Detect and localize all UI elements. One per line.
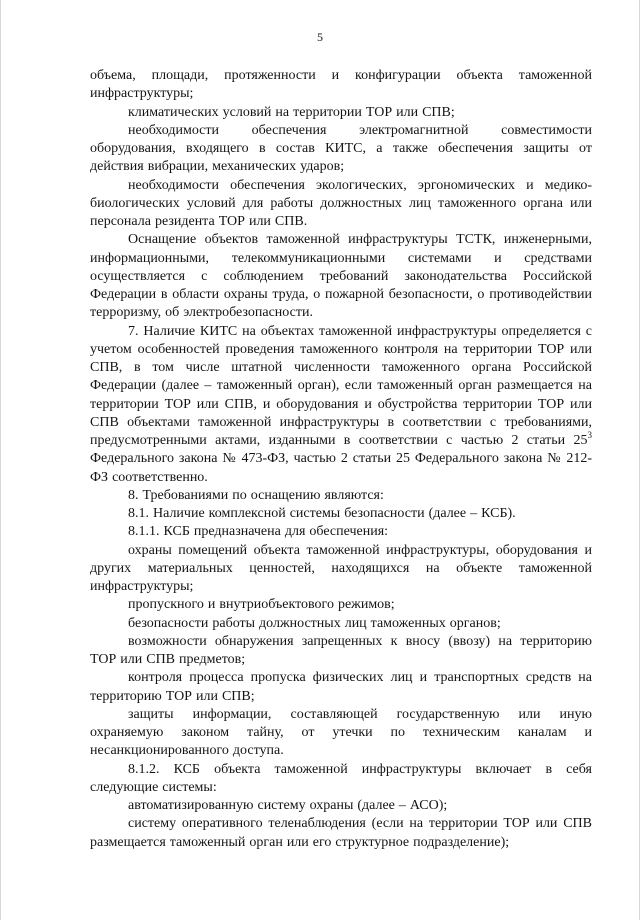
paragraph-climate: климатических условий на территории ТОР или СПВ; xyxy=(128,104,455,120)
paragraph-8-1-ksb: 8.1. Наличие комплексной системы безопасности (далее – КСБ). xyxy=(128,506,516,521)
paragraph-8-requirements: 8. Требованиями по оснащению являются: xyxy=(128,487,384,503)
list-item-premises-protection: охраны помещений объекта таможенной инфраструктуры, оборудования и других материальных ценностей, находящихся на объекте таможенной инфраструктуры; xyxy=(90,542,592,594)
document-body xyxy=(90,67,592,852)
list-item-passage-control: контроля процесса пропуска физических лиц и транспортных средств на территорию ТОР или СПВ; xyxy=(90,670,592,704)
page-edge-left xyxy=(0,0,1,920)
paragraph-7-superscript: 3 xyxy=(587,430,592,440)
list-item-access-regime: пропускного и внутриобъектового режимов; xyxy=(128,597,395,613)
paragraph-8-1-1-purpose: 8.1.1. КСБ предназначена для обеспечения: xyxy=(128,524,389,540)
list-item-aso: автоматизированную систему охраны (далее – АСО); xyxy=(128,798,448,813)
paragraph-object-volume: объема, площади, протяженности и конфигурации объекта таможенной инфраструктуры; xyxy=(90,68,592,102)
list-item-information-protection: защиты информации, составляющей государственную или иную охраняемую законом тайну, от утечки по техническим каналам и несанкционированного доступа. xyxy=(90,706,592,759)
paragraph-equipment-compliance: Оснащение объектов таможенной инфраструктуры ТСТК, инженерными, информационными, телекоммуникационными системами и средствами осуществляется с соблюдением требований законодательства Российской Федерации в области охраны труда, о пожарной безопасности, о противодействии терроризму, об электробезопасности. xyxy=(90,232,592,321)
paragraph-7-kits xyxy=(90,323,592,487)
list-item-video-surveillance: систему оперативного теленаблюдения (если на территории ТОР или СПВ размещается таможенный орган или его структурное подразделение); xyxy=(90,816,592,850)
page-number: 5 xyxy=(317,30,323,44)
paragraph-7-text-a: 7. Наличие КИТС на объектах таможенной инфраструктуры определяется с учетом особенностей проведения таможенного контроля на территории ТОР или СПВ, в том числе штатной численности таможенного органа Российской Федерации (далее – таможенный орган), если таможенный орган размещается на территории ТОР или СПВ, и оборудования и обустройства территории ТОР или СПВ объектами таможенной инфраструктуры в соответствии с требованиями, предусмотренными актами, изданными в соответствии с частью 2 статьи 25 xyxy=(90,323,592,448)
paragraph-8-1-2-systems: 8.1.2. КСБ объекта таможенной инфраструктуры включает в себя следующие системы: xyxy=(90,761,592,795)
paragraph-emc: необходимости обеспечения электромагнитной совместимости оборудования, входящего в состав КИТС, а также обеспечения защиты от действия вибрации, механических ударов; xyxy=(90,122,592,175)
paragraph-ecology: необходимости обеспечения экологических, эргономических и медико-биологических условий для работы должностных лиц таможенного органа или персонала резидента ТОР или СПВ. xyxy=(90,177,592,229)
list-item-prohibited-items: возможности обнаружения запрещенных к вносу (ввозу) на территорию ТОР или СПВ предметов; xyxy=(90,633,592,667)
paragraph-7-text-b: Федерального закона № 473-ФЗ, частью 2 статьи 25 Федерального закона № 212-ФЗ соответственно. xyxy=(90,451,592,485)
list-item-staff-safety: безопасности работы должностных лиц таможенных органов; xyxy=(128,615,501,631)
